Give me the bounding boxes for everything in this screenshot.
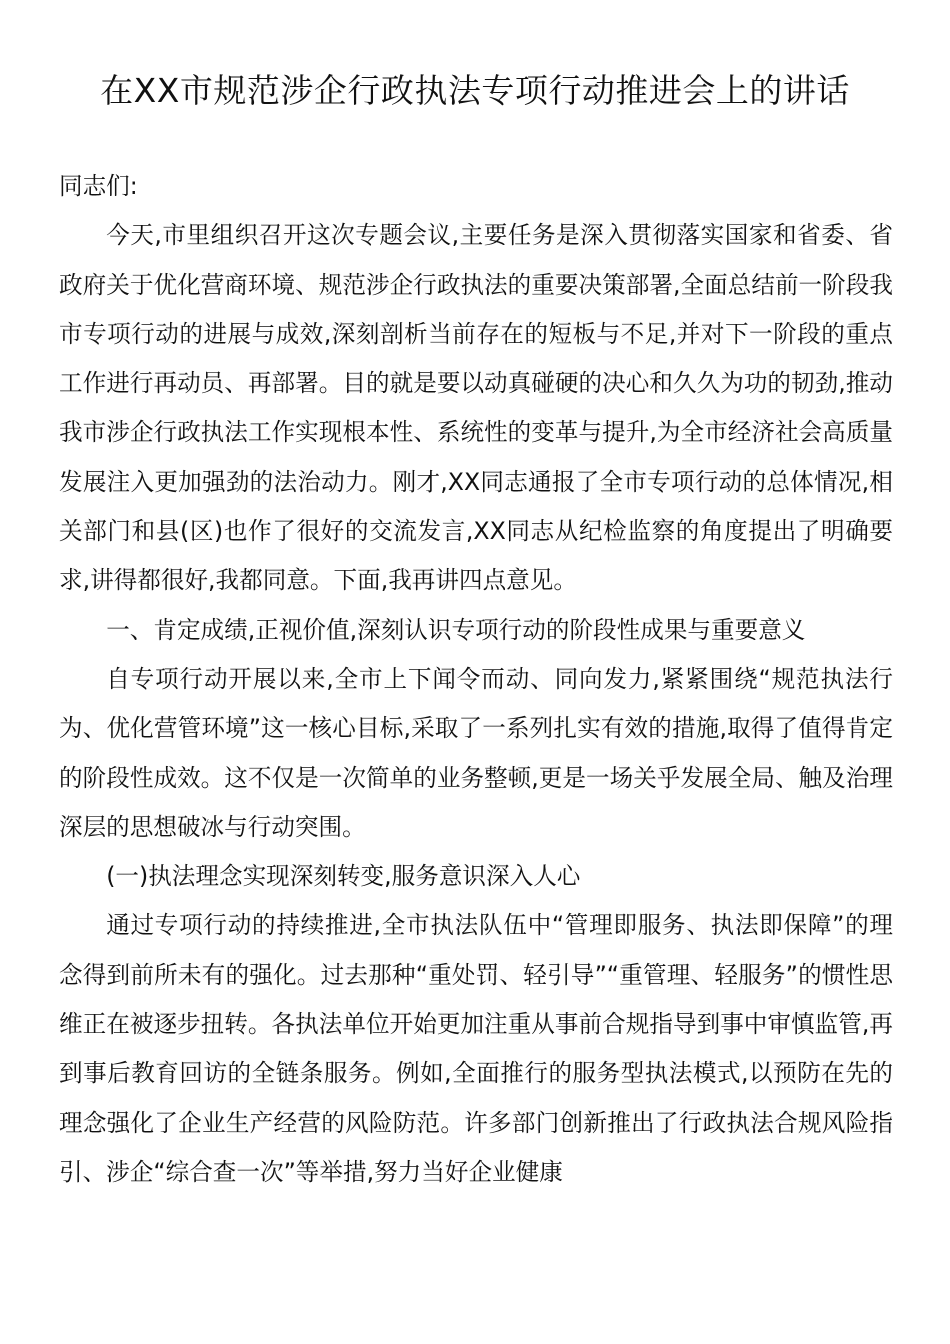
paragraph-subsection-1: 通过专项行动的持续推进,全市执法队伍中“管理即服务、执法即保障”的理念得到前所未有的强化。过去那种“重处罚、轻引导”“重管理、轻服务”的惯性思维正在被逐步扭转。各执法单位开始更加注重从事前合规指导到事中审慎监管,再到事后教育回访的全链条服务。例如,全面推行的服务型执法模式,以预防在先的理念强化了企业生产经营的风险防范。许多部门创新推出了行政执法合规风险指引、涉企“综合查一次”等举措,努力当好企业健康 xyxy=(59,911,893,1186)
paragraph-opening: 今天,市里组织召开这次专题会议,主要任务是深入贯彻落实国家和省委、省政府关于优化营商环境、规范涉企行政执法的重要决策部署,全面总结前一阶段我市专项行动的进展与成效,深刻剖析当前存在的短板与不足,并对下一阶段的重点工作进行再动员、再部署。目的就是要以动真碰硬的决心和久久为功的韧劲,推动我市涉企行政执法工作实现根本性、系统性的变革与提升,为全市经济社会高质量发展注入更加强劲的法治动力。刚才,XX同志通报了全市专项行动的总体情况,相关部门和县(区)也作了很好的交流发言,XX同志从纪检监察的角度提出了明确要求,讲得都很好,我都同意。下面,我再讲四点意见。 xyxy=(59,221,893,595)
salutation: 同志们: xyxy=(59,172,138,200)
section-heading-1: 一、肯定成绩,正视价值,深刻认识专项行动的阶段性成果与重要意义 xyxy=(106,615,806,644)
document-title: 在XX市规范涉企行政执法专项行动推进会上的讲话 xyxy=(100,71,850,110)
paragraph-section-1-intro: 自专项行动开展以来,全市上下闻令而动、同向发力,紧紧围绕“规范执法行为、优化营管环境”这一核心目标,采取了一系列扎实有效的措施,取得了值得肯定的阶段性成效。这不仅是一次简单的业务整顿,更是一场关乎发展全局、触及治理深层的思想破冰与行动突围。 xyxy=(59,664,893,841)
subsection-heading-1: (一)执法理念实现深刻转变,服务意识深入人心 xyxy=(106,862,581,891)
document-body xyxy=(59,162,893,1197)
